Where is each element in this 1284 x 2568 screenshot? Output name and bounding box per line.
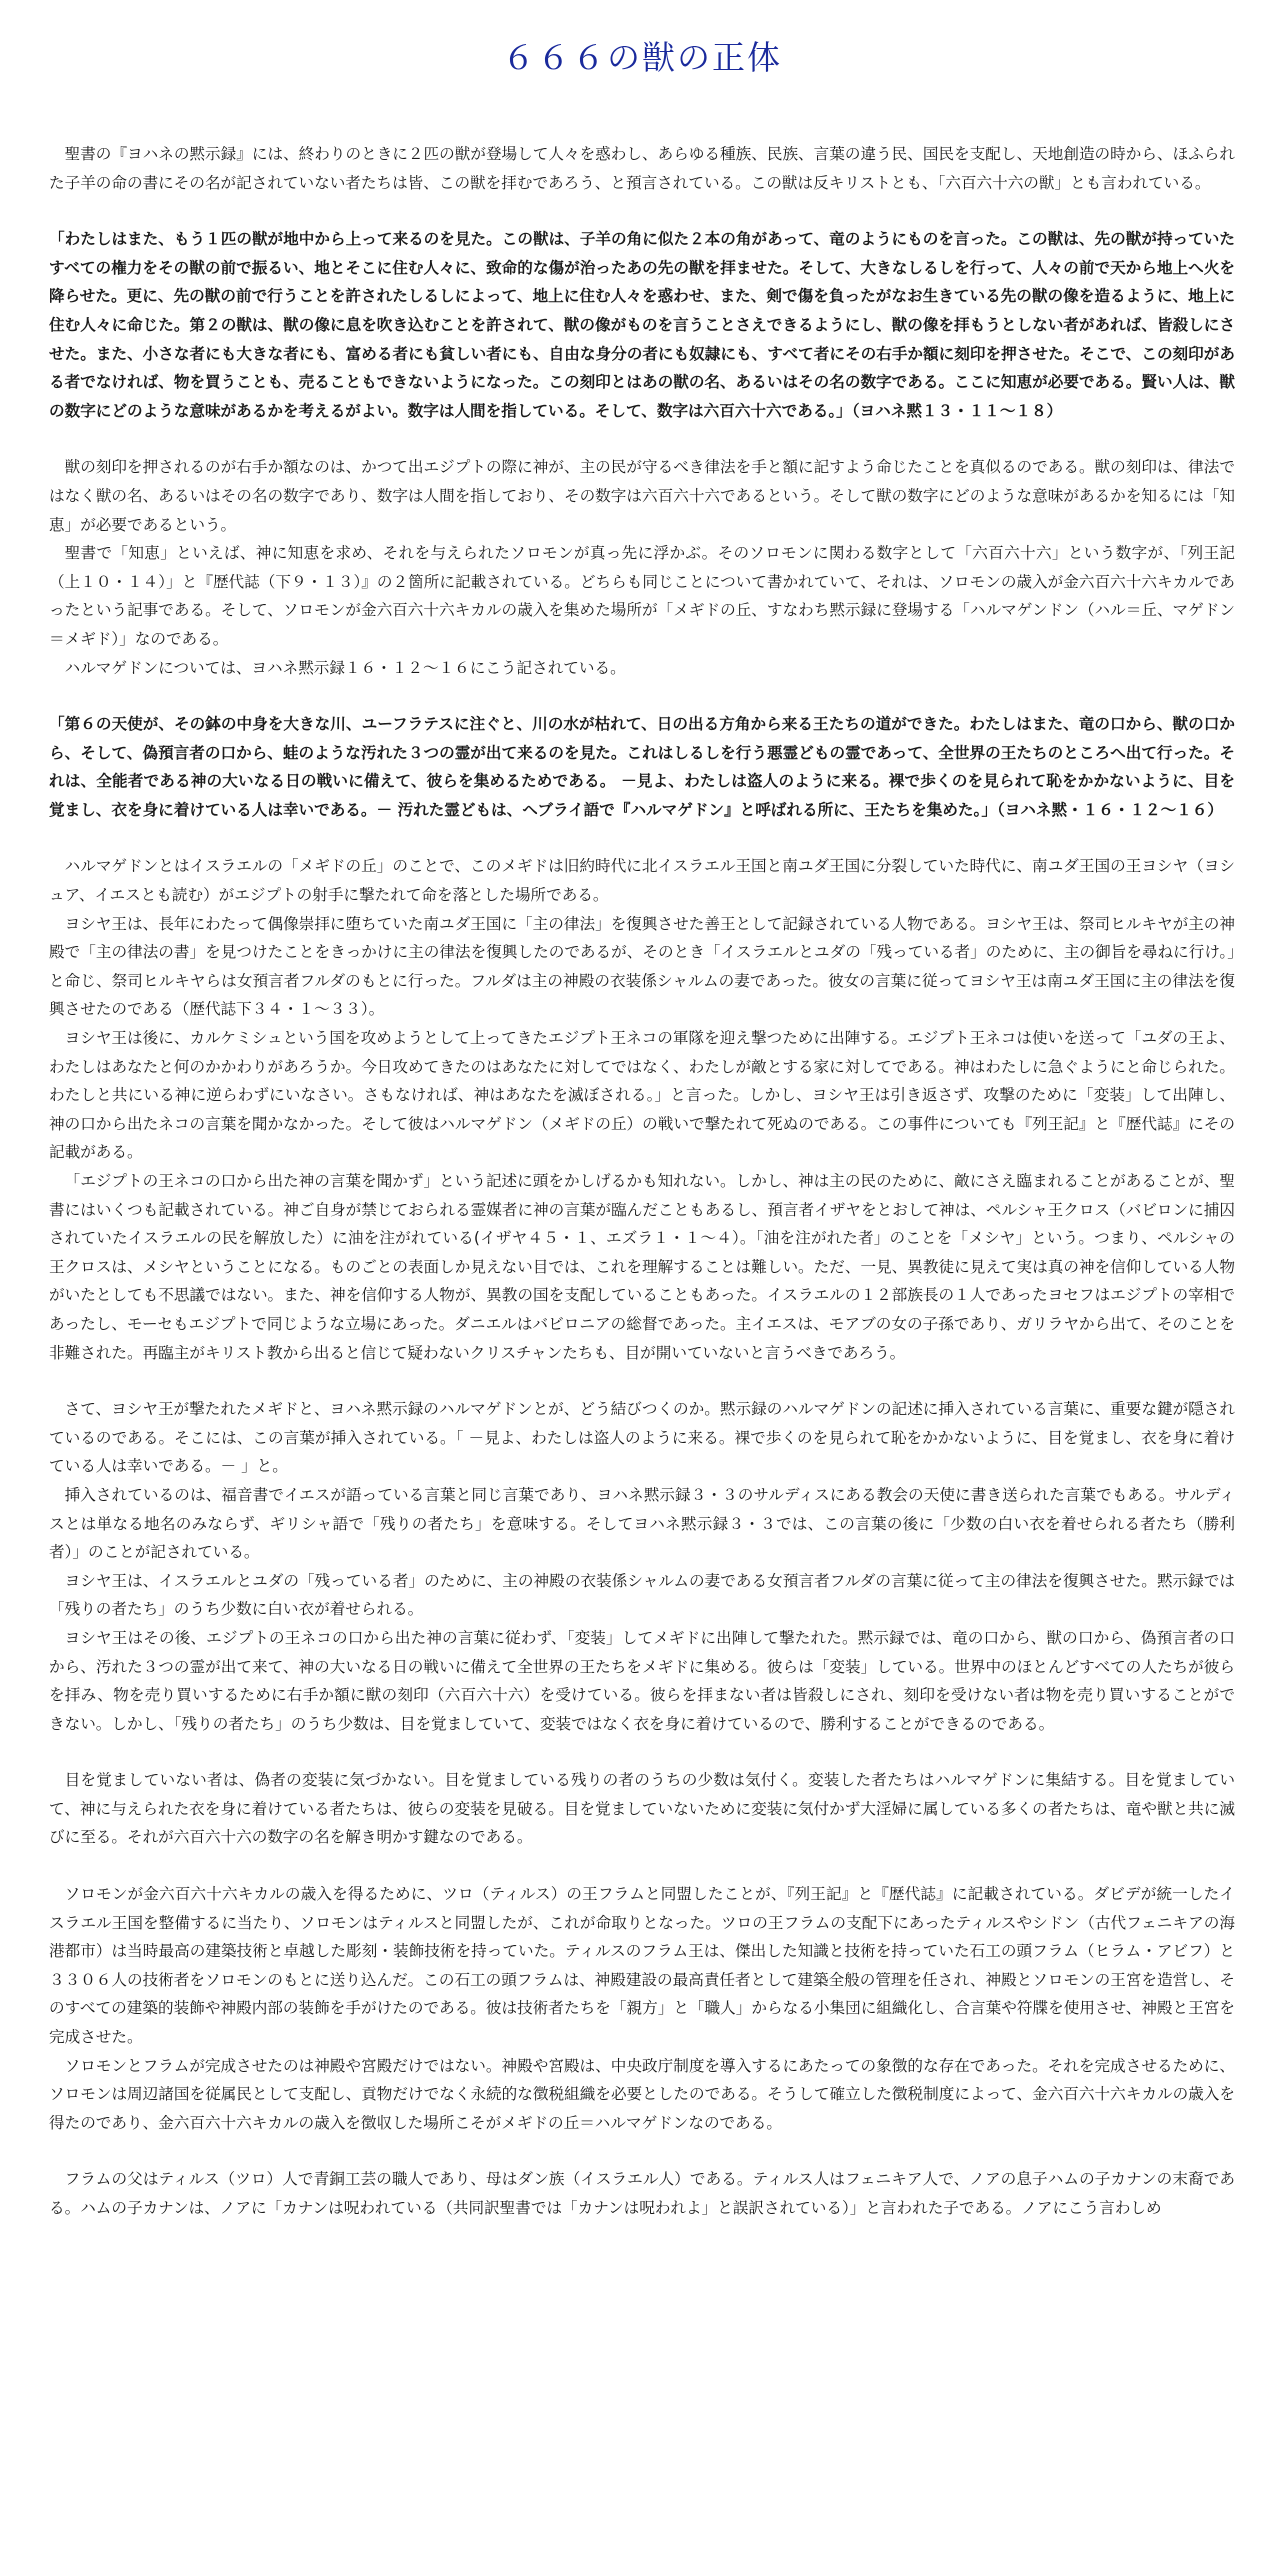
body-paragraph: 聖書の『ヨハネの黙示録』には、終わりのときに２匹の獣が登場して人々を惑わし、あらゆる種族、民族、言葉の違う民、国民を支配し、天地創造の時から、ほふられた子羊の命の書にその名が記されていない者たちは皆、この獣を拝むであろう、と預言されている。この獣は反キリストとも、「六百六十六の獣」とも言われている。 bbox=[49, 145, 1235, 192]
body-paragraph: 聖書で「知恵」といえば、神に知恵を求め、それを与えられたソロモンが真っ先に浮かぶ。そのソロモンに関わる数字として「六百六十六」という数字が、「列王記（上１０・１４）」と『歴代誌（下９・１３）』の２箇所に記載されている。どちらも同じことについて書かれていて、それは、ソロモンの歳入が金六百六十六キカルであったという記事である。そして、ソロモンが金六百六十六キカルの歳入を集めた場所が「メギドの丘、すなわち黙示録に登場する「ハルマゲンドン（ハル＝丘、マゲドン＝メギド）」なのである。 bbox=[49, 544, 1235, 648]
body-paragraph: ヨシヤ王はその後、エジプトの王ネコの口から出た神の言葉に従わず、「変装」してメギドに出陣して撃たれた。黙示録では、竜の口から、獣の口から、偽預言者の口から、汚れた３つの霊が出て来て、神の大いなる日の戦いに備えて全世界の王たちをメギドに集める。彼らは「変装」している。世界中のほとんどすべての人たちが彼らを拝み、物を売り買いするために右手か額に獣の刻印（六百六十六）を受けている。彼らを拝まない者は皆殺しにされ、刻印を受けない者は物を売り買いすることができない。しかし、「残りの者たち」のうち少数は、目を覚ましていて、変装ではなく衣を身に着けているので、勝利することができるのである。 bbox=[49, 1628, 1236, 1733]
body-paragraph: ソロモンが金六百六十六キカルの歳入を得るために、ツロ（ティルス）の王フラムと同盟したことが、『列王記』と『歴代誌』に記載されている。ダビデが統一したイスラエル王国を整備するに当たり、ソロモンはティルスと同盟したが、これが命取りとなった。ツロの王フラムの支配下にあったティルスやシドン（古代フェニキアの海港都市）は当時最高の建築技術と卓越した彫刻・装飾技術を持っていた。ティルスのフラム王は、傑出した知識と技術を持っていた石工の頭フラム（ヒラム・アビフ）と３３０６人の技術者をソロモンのもとに送り込んだ。この石工の頭フラムは、神殿建設の最高責任者として建築全般の管理を任され、神殿とソロモンの王宮を造営し、そのすべての建築的装飾や神殿内部の装飾を手がけたのである。彼は技術者たちを「親方」と「職人」からなる小集団に組織化し、合言葉や符牒を使用させ、神殿と王宮を完成させた。 bbox=[49, 1885, 1235, 2047]
scripture-quote: 「第６の天使が、その鉢の中身を大きな川、ユーフラテスに注ぐと、川の水が枯れて、日の出る方角から来る王たちの道ができた。わたしはまた、竜の口から、獣の口から、そして、偽預言者の口から、蛙のような汚れた３つの霊が出て来るのを見た。これはしるしを行う悪霊どもの霊であって、全世界の王たちのところへ出て行った。それは、全能者である神の大いなる日の戦いに備えて、彼らを集めるためである。 －見よ、わたしは盗人のように来る。裸で歩くのを見られて恥をかかないように、目を覚まし、衣を身に着けている人は幸いである。－ 汚れた霊どもは、ヘブライ語で『ハルマゲドン』と呼ばれる所に、王たちを集めた。」（ヨハネ黙・１６・１２～１６） bbox=[49, 715, 1235, 819]
page-title: ６６６の獣の正体 bbox=[502, 38, 782, 77]
document-body bbox=[49, 140, 1235, 2223]
body-paragraph: 「エジプトの王ネコの口から出た神の言葉を聞かず」という記述に頭をかしげるかも知れない。しかし、神は主の民のために、敵にさえ臨まれることがあることが、聖書にはいくつも記載されている。神ご自身が禁じておられる霊媒者に神の言葉が臨んだこともあるし、預言者イザヤをとおして神は、ペルシャ王クロス（バビロンに捕囚されていたイスラエルの民を解放した）に油を注がれている(イザヤ４５・１、エズラ１・１～４）。「油を注がれた者」のことを「メシヤ」という。つまり、ペルシャの王クロスは、メシヤということになる。ものごとの表面しか見えない目では、これを理解することは難しい。ただ、一見、異教徒に見えて実は真の神を信仰している人物がいたとしても不思議ではない。また、神を信仰する人物が、異教の国を支配していることもあった。イスラエルの１２部族長の１人であったヨセフはエジプトの宰相であったし、モーセもエジプトで同じような立場にあった。ダニエルはバビロニアの総督であった。主イエスは、モアブの女の子孫であり、ガリラヤから出て、そのことを非難された。再臨主がキリスト教から出ると信じて疑わないクリスチャンたちも、目が開いていないと言うべきであろう。 bbox=[49, 1172, 1235, 1362]
body-paragraph: 目を覚ましていない者は、偽者の変装に気づかない。目を覚ましている残りの者のうちの少数は気付く。変装した者たちはハルマゲドンに集結する。目を覚ましていて、神に与えられた衣を身に着けている者たちは、彼らの変装を見破る。目を覚ましていないために変装に気付かず大淫婦に属している多くの者たちは、竜や獣と共に滅びに至る。それが六百六十六の数字の名を解き明かす鍵なのである。 bbox=[49, 1771, 1235, 1847]
body-paragraph: さて、ヨシヤ王が撃たれたメギドと、ヨハネ黙示録のハルマゲドンとが、どう結びつくのか。黙示録のハルマゲドンの記述に挿入されている言葉に、重要な鍵が隠されているのである。そこには、この言葉が挿入されている。「 －見よ、わたしは盗人のように来る。裸で歩くのを見られて恥をかかないように、目を覚まし、衣を身に着けている人は幸いである。－ 」と。 bbox=[49, 1400, 1235, 1476]
body-paragraph: 獣の刻印を押されるのが右手か額なのは、かつて出エジプトの際に神が、主の民が守るべき律法を手と額に記すよう命じたことを真似るのである。獣の刻印は、律法ではなく獣の名、あるいはその名の数字であり、数字は人間を指しており、その数字は六百六十六であるという。そして獣の数字にどのような意味があるかを知るには「知恵」が必要であるという。 bbox=[49, 458, 1235, 534]
body-paragraph: フラムの父はティルス（ツロ）人で青銅工芸の職人であり、母はダン族（イスラエル人）である。ティルス人はフェニキア人で、ノアの息子ハムの子カナンの末裔である。ハムの子カナンは、ノアに「カナンは呪われている（共同訳聖書では「カナンは呪われよ」と誤訳されている）」と言われた子である。ノアにこう言わしめ bbox=[49, 2170, 1235, 2217]
body-paragraph: ヨシヤ王は後に、カルケミシュという国を攻めようとして上ってきたエジプト王ネコの軍隊を迎え撃つために出陣する。エジプト王ネコは使いを送って「ユダの王よ、わたしはあなたと何のかかわりがあろうか。今日攻めてきたのはあなたに対してではなく、わたしが敵とする家に対してである。神はわたしに急ぐようにと命じられた。わたしと共にいる神に逆らわずにいなさい。さもなければ、神はあなたを滅ぼされる。」と言った。しかし、ヨシヤ王は引き返さず、攻撃のために「変装」して出陣し、神の口から出たネコの言葉を聞かなかった。そして彼はハルマゲドン（メギドの丘）の戦いで撃たれて死ぬのである。この事件についても『列王記』と『歴代誌』にその記載がある。 bbox=[49, 1029, 1236, 1162]
body-paragraph: ソロモンとフラムが完成させたのは神殿や宮殿だけではない。神殿や宮殿は、中央政庁制度を導入するにあたっての象徴的な存在であった。それを完成させるために、ソロモンは周辺諸国を従属民として支配し、貢物だけでなく永続的な徴税組織を必要としたのである。そうして確立した徴税制度によって、金六百六十六キカルの歳入を得たのであり、金六百六十六キカルの歳入を徴収した場所こそがメギドの丘＝ハルマゲドンなのである。 bbox=[49, 2056, 1235, 2132]
body-paragraph: 挿入されているのは、福音書でイエスが語っている言葉と同じ言葉であり、ヨハネ黙示録３・３のサルディスにある教会の天使に書き送られた言葉でもある。サルディスとは単なる地名のみならず、ギリシャ語で「残りの者たち」を意味する。そしてヨハネ黙示録３・３では、この言葉の後に「少数の白い衣を着せられる者たち（勝利者）」のことが記されている。 bbox=[49, 1485, 1235, 1562]
body-paragraph: ヨシヤ王は、イスラエルとユダの「残っている者」のために、主の神殿の衣装係シャルムの妻である女預言者フルダの言葉に従って主の律法を復興させた。黙示録では「残りの者たち」のうち少数に白い衣が着せられる。 bbox=[49, 1571, 1235, 1619]
body-paragraph: ヨシヤ王は、長年にわたって偶像崇拝に堕ちていた南ユダ王国に「主の律法」を復興させた善王として記録されている人物である。ヨシヤ王は、祭司ヒルキヤが主の神殿で「主の律法の書」を見つけたことをきっかけに主の律法を復興したのであるが、そのとき「イスラエルとユダの「残っている者」のために、主の御旨を尋ねに行け。」と命じ、祭司ヒルキヤらは女預言者フルダのもとに行った。フルダは主の神殿の衣装係シャルムの妻であった。彼女の言葉に従ってヨシヤ王は南ユダ王国に主の律法を復興させたのである（歴代誌下３４・１～３３）。 bbox=[49, 914, 1235, 1019]
scripture-quote: 「わたしはまた、もう１匹の獣が地中から上って来るのを見た。この獣は、子羊の角に似た２本の角があって、竜のようにものを言った。この獣は、先の獣が持っていたすべての権力をその獣の前で振るい、地とそこに住む人々に、致命的な傷が治ったあの先の獣を拝ませた。そして、大きなしるしを行って、人々の前で天から地上へ火を降らせた。更に、先の獣の前で行うことを許されたしるしによって、地上に住む人々を惑わせ、また、剣で傷を負ったがなお生きている先の獣の像を造るように、地上に住む人々に命じた。第２の獣は、獣の像に息を吹き込むことを許されて、獣の像がものを言うことさえできるようにし、獣の像を拝もうとしない者があれば、皆殺しにさせた。また、小さな者にも大きな者にも、富める者にも貧しい者にも、自由な身分の者にも奴隷にも、すべて者にその右手か額に刻印を押させた。そこで、この刻印がある者でなければ、物を買うことも、売ることもできないようになった。この刻印とはあの獣の名、あるいはその名の数字である。ここに知恵が必要である。賢い人は、獣の数字にどのような意味があるかを考えるがよい。数字は人間を指している。そして、数字は六百六十六である。」（ヨハネ黙１３・１１～１８） bbox=[49, 230, 1235, 420]
body-paragraph: ハルマゲドンについては、ヨハネ黙示録１６・１２～１６にこう記されている。 bbox=[64, 658, 626, 677]
body-paragraph: ハルマゲドンとはイスラエルの「メギドの丘」のことで、このメギドは旧約時代に北イスラエル王国と南ユダ王国に分裂していた時代に、南ユダ王国の王ヨシヤ（ヨシュア、イエスとも読む）がエジプトの射手に撃たれて命を落とした場所である。 bbox=[49, 857, 1235, 905]
